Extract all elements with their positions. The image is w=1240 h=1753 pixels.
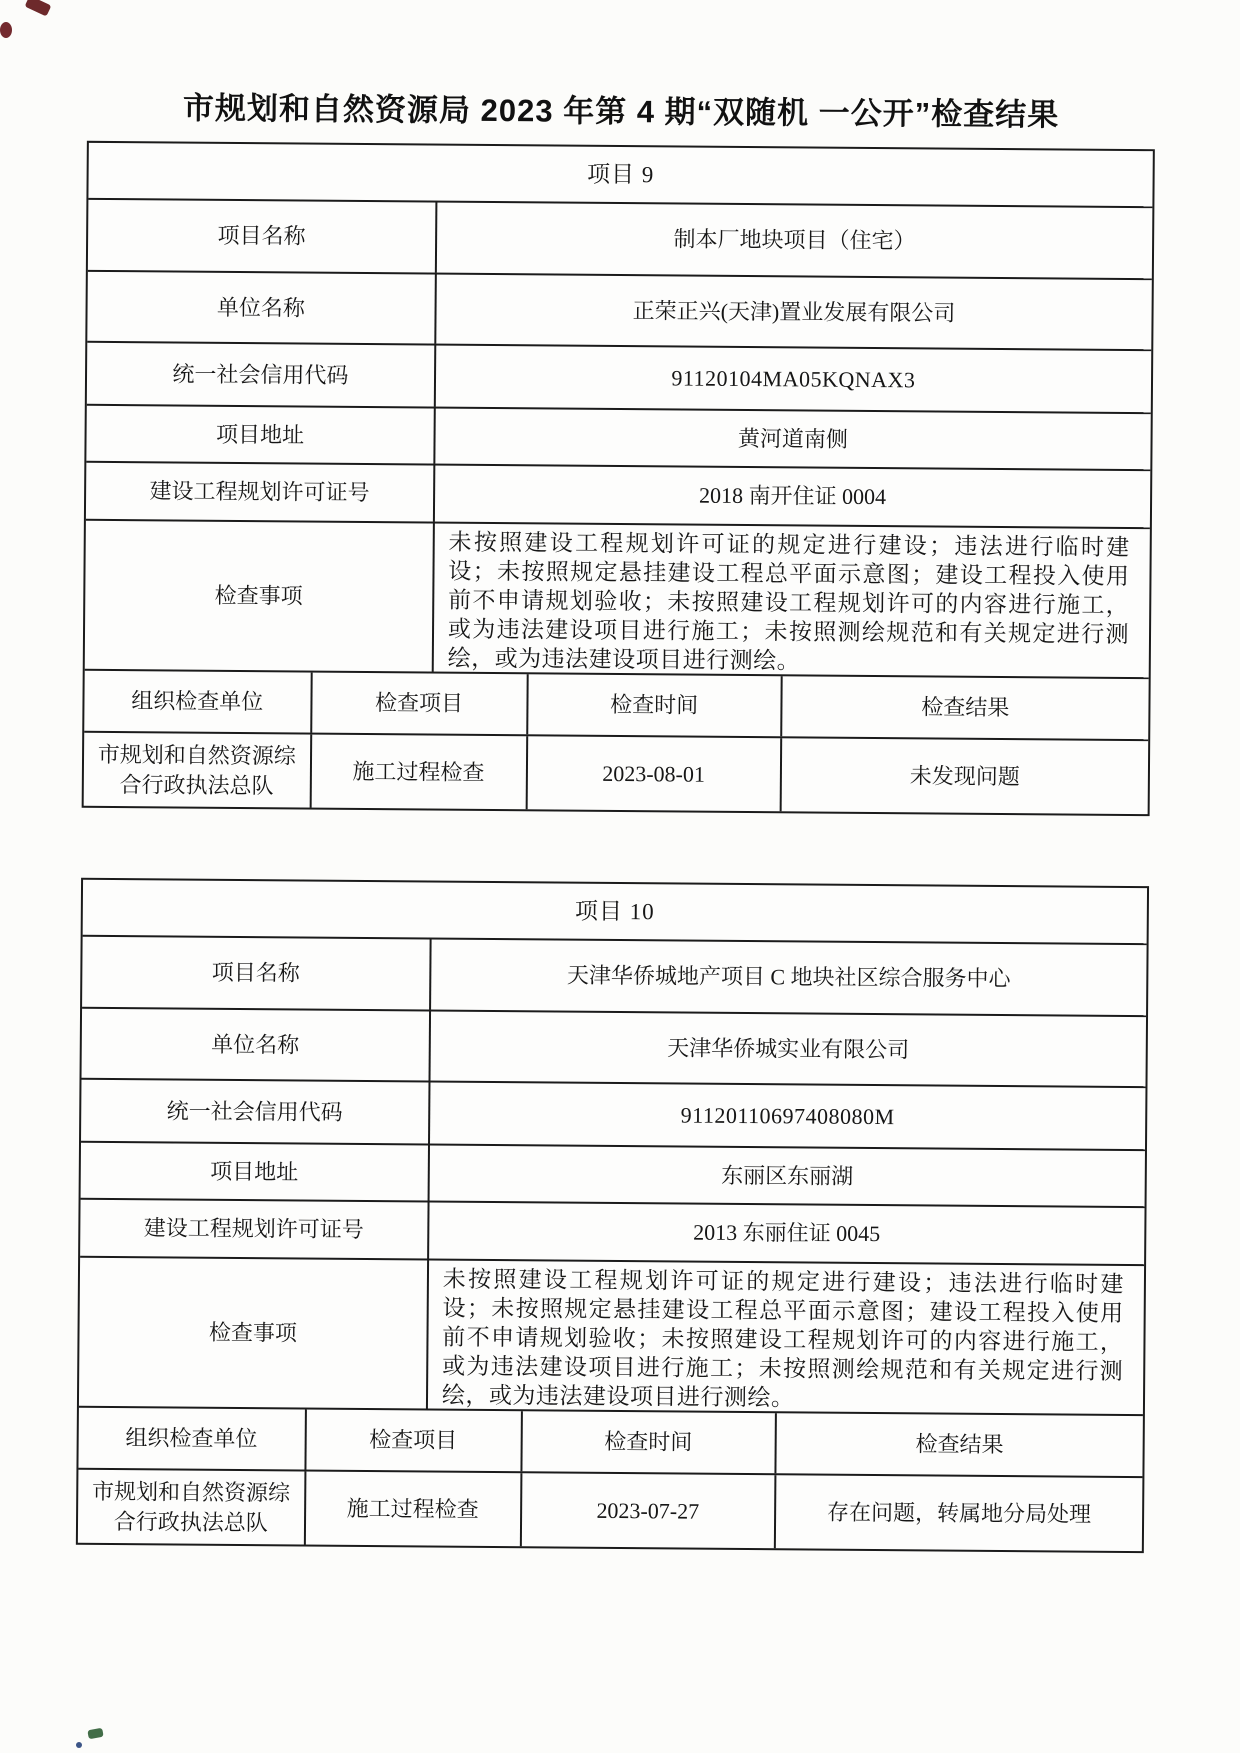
table-row [85,519,1150,677]
label-address: 项目地址 [215,421,305,448]
scan-artifact-red [25,0,52,17]
value-unit-name: 天津华侨城实业有限公司 [428,1012,1146,1087]
label-unit-name: 单位名称 [216,294,306,321]
scan-artifact-blue [76,1742,82,1748]
value-address: 东丽区东丽湖 [427,1146,1145,1207]
header-check-time: 检查时间 [526,674,781,736]
header-check-project: 检查项目 [304,1410,520,1472]
scan-artifact-red [0,22,12,38]
table-row [87,341,1151,412]
table-row [79,1256,1144,1414]
header-check-project: 检查项目 [310,673,526,735]
table-row [88,198,1153,278]
project-caption: 项目 10 [574,898,655,925]
table-row [81,1141,1145,1206]
scan-artifact-green [87,1728,103,1739]
table-row [86,461,1150,527]
value-project-name: 制本厂地块项目（住宅） [435,203,1153,279]
value-address: 黄河道南侧 [433,409,1151,470]
value-check-time: 2023-08-01 [525,736,780,811]
header-check-result: 检查结果 [774,1413,1143,1476]
value-inspection-items: 未按照建设工程规划许可证的规定进行建设；违法进行临时建设；未按照规定悬挂建设工程总平面示意图；建设工程投入使用前不申请规划验收；未按照建设工程规划许可的内容进行施工，或为违法建设项目进行施工；未按照测绘规范和有关规定进行测绘，或为违法建设项目进行测绘。 [426,1261,1144,1415]
value-permit-no: 2018 南开住证 0004 [433,466,1151,528]
data-row [84,731,1149,814]
value-check-time: 2023-07-27 [519,1473,774,1548]
header-check-result: 检查结果 [780,676,1149,739]
value-project-name: 天津华侨城地产项目 C 地块社区综合服务中心 [429,940,1147,1016]
value-credit-code: 91120104MA05KQNAX3 [434,346,1152,413]
table-row [80,1198,1144,1264]
value-check-result: 未发现问题 [779,738,1148,814]
label-project-name: 项目名称 [217,222,306,249]
caption-row [88,143,1152,206]
label-unit-name: 单位名称 [211,1031,300,1058]
project-caption: 项目 9 [586,161,655,188]
label-permit-no: 建设工程规划许可证号 [149,478,370,506]
table-row [81,1078,1145,1149]
value-credit-code: 91120110697408080M [428,1083,1146,1150]
data-row [78,1468,1143,1551]
value-permit-no: 2013 东丽住证 0045 [427,1203,1145,1265]
document-content [76,0,1156,1553]
value-unit-name: 正荣正兴(天津)置业发展有限公司 [434,275,1152,350]
column-header-row [84,669,1148,739]
value-check-result: 存在问题，转属地分局处理 [774,1475,1143,1551]
column-header-row [78,1406,1142,1476]
header-check-time: 检查时间 [520,1411,775,1473]
header-org-unit: 组织检查单位 [131,688,264,715]
label-address: 项目地址 [210,1158,299,1185]
table-row [87,270,1152,349]
project-9-table [82,141,1155,816]
label-inspection-items: 检查事项 [208,1319,298,1346]
label-inspection-items: 检查事项 [214,582,303,609]
table-row [82,1007,1147,1086]
label-credit-code: 统一社会信用代码 [166,1098,343,1125]
document-title: 市规划和自然资源局 2023 年第 4 期“双随机 一公开”检查结果 [182,90,1060,133]
label-permit-no: 建设工程规划许可证号 [143,1215,364,1243]
value-inspection-items: 未按照建设工程规划许可证的规定进行建设；违法进行临时建设；未按照规定悬挂建设工程总平面示意图；建设工程投入使用前不申请规划验收；未按照建设工程规划许可的内容进行施工，或为违法建设项目进行施工；未按照测绘规范和有关规定进行测绘，或为违法建设项目进行测绘。 [432,524,1150,678]
table-row [82,935,1147,1015]
value-org-unit: 市规划和自然资源综合行政执法总队 [91,1478,291,1535]
caption-row [83,880,1147,943]
header-org-unit: 组织检查单位 [125,1425,258,1452]
label-project-name: 项目名称 [211,959,300,986]
table-row [86,404,1150,469]
value-check-project: 施工过程检查 [303,1472,520,1547]
project-10-table [76,878,1149,1553]
label-credit-code: 统一社会信用代码 [172,361,349,388]
value-check-project: 施工过程检查 [309,735,526,810]
value-org-unit: 市规划和自然资源综合行政执法总队 [97,741,296,798]
